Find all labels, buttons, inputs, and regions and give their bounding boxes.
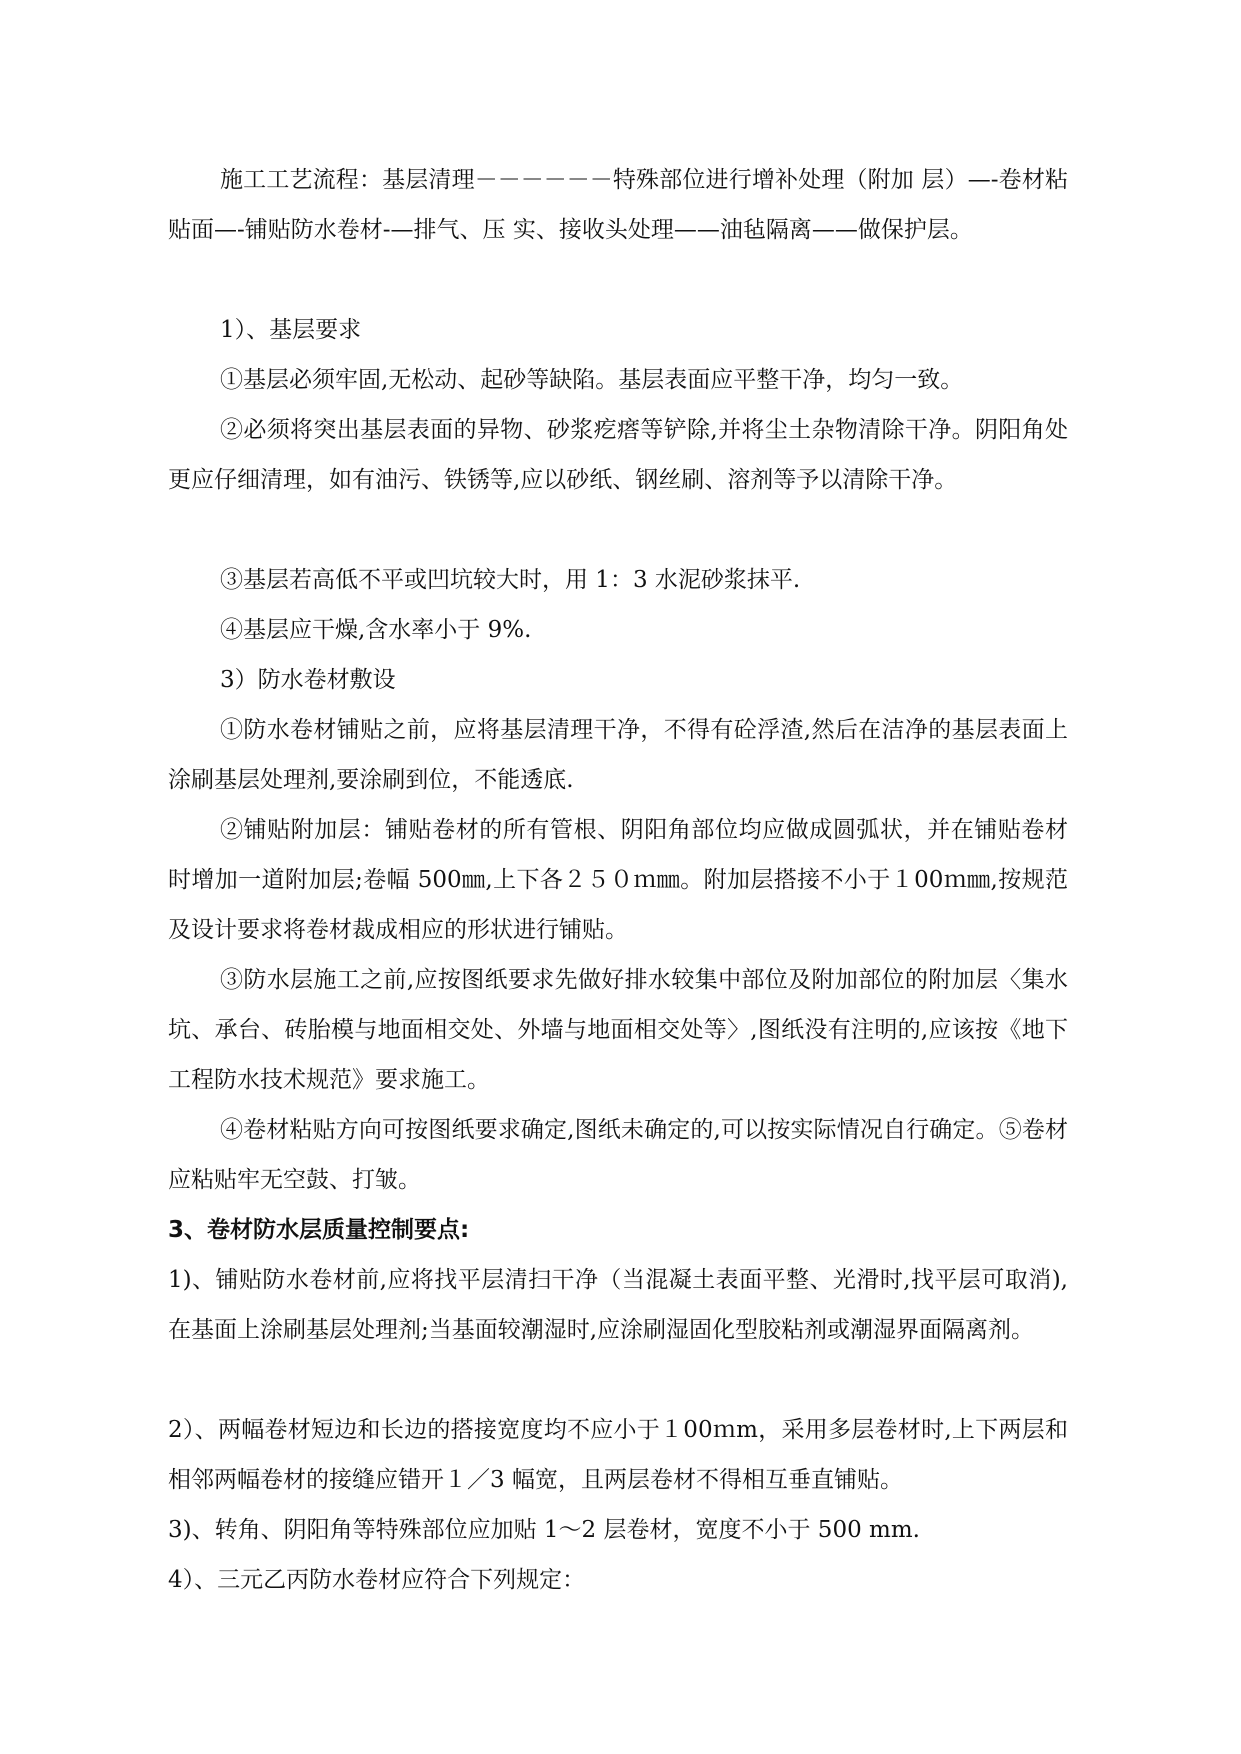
base-requirement-item-3: ③基层若高低不平或凹坑较大时，用 1：3 水泥砂浆抹平. [220,567,801,593]
quality-control-item-3: 3)、转角、阴阳角等特殊部位应加贴 1～2 层卷材，宽度不小于 500 mm. [168,1517,920,1543]
base-requirement-item-4: ④基层应干燥,含水率小于 9%. [220,617,532,643]
base-requirement-item-1: ①基层必须牢固,无松动、起砂等缺陷。基层表面应平整干净，均匀一致。 [220,367,964,393]
membrane-laying-item-2: ②铺贴附加层：铺贴卷材的所有管根、阴阳角部位均应做成圆弧状，并在铺贴卷材时增加一道附加层;卷幅 500㎜,上下各２５０ｍ㎜。附加层搭接不小于１00ｍ㎜,按规范及设计要求将卷材裁成相应的形状进行铺贴。 [168,817,1068,943]
process-flow-paragraph: 施工工艺流程：基层清理－－－－－－特殊部位进行增补处理（附加 层）—-卷材粘贴面—-铺贴防水卷材-—排气、压 实、接收头处理——油毡隔离——做保护层。 [168,167,1068,243]
membrane-laying-item-4-5: ④卷材粘贴方向可按图纸要求确定,图纸未确定的,可以按实际情况自行确定。⑤卷材应粘贴牢无空鼓、打皱。 [168,1117,1068,1193]
membrane-laying-heading: 3）防水卷材敷设 [220,667,396,693]
quality-control-heading: 3、卷材防水层质量控制要点: [168,1217,470,1243]
base-requirement-item-2: ②必须将突出基层表面的异物、砂浆疙瘩等铲除,并将尘土杂物清除干净。阴阳角处更应仔细清理，如有油污、铁锈等,应以砂纸、钢丝刷、溶剂等予以清除干净。 [168,417,1068,493]
base-requirements-heading: 1）、基层要求 [220,317,362,343]
membrane-laying-item-1: ①防水卷材铺贴之前，应将基层清理干净，不得有砼浮渣,然后在洁净的基层表面上涂刷基层处理剂,要涂刷到位，不能透底. [168,717,1068,793]
quality-control-item-1: 1)、铺贴防水卷材前,应将找平层清扫干净（当混凝土表面平整、光滑时,找平层可取消),在基面上涂刷基层处理剂;当基面较潮湿时,应涂刷湿固化型胶粘剂或潮湿界面隔离剂。 [168,1267,1068,1343]
membrane-laying-item-3: ③防水层施工之前,应按图纸要求先做好排水较集中部位及附加部位的附加层〈集水坑、承台、砖胎模与地面相交处、外墙与地面相交处等〉,图纸没有注明的,应该按《地下工程防水技术规范》要求施工。 [168,967,1068,1093]
quality-control-item-2: 2）、两幅卷材短边和长边的搭接宽度均不应小于１00ｍm，采用多层卷材时,上下两层和相邻两幅卷材的接缝应错开１／3 幅宽，且两层卷材不得相互垂直铺贴。 [168,1417,1068,1493]
quality-control-item-4: 4）、三元乙丙防水卷材应符合下列规定： [168,1567,586,1593]
